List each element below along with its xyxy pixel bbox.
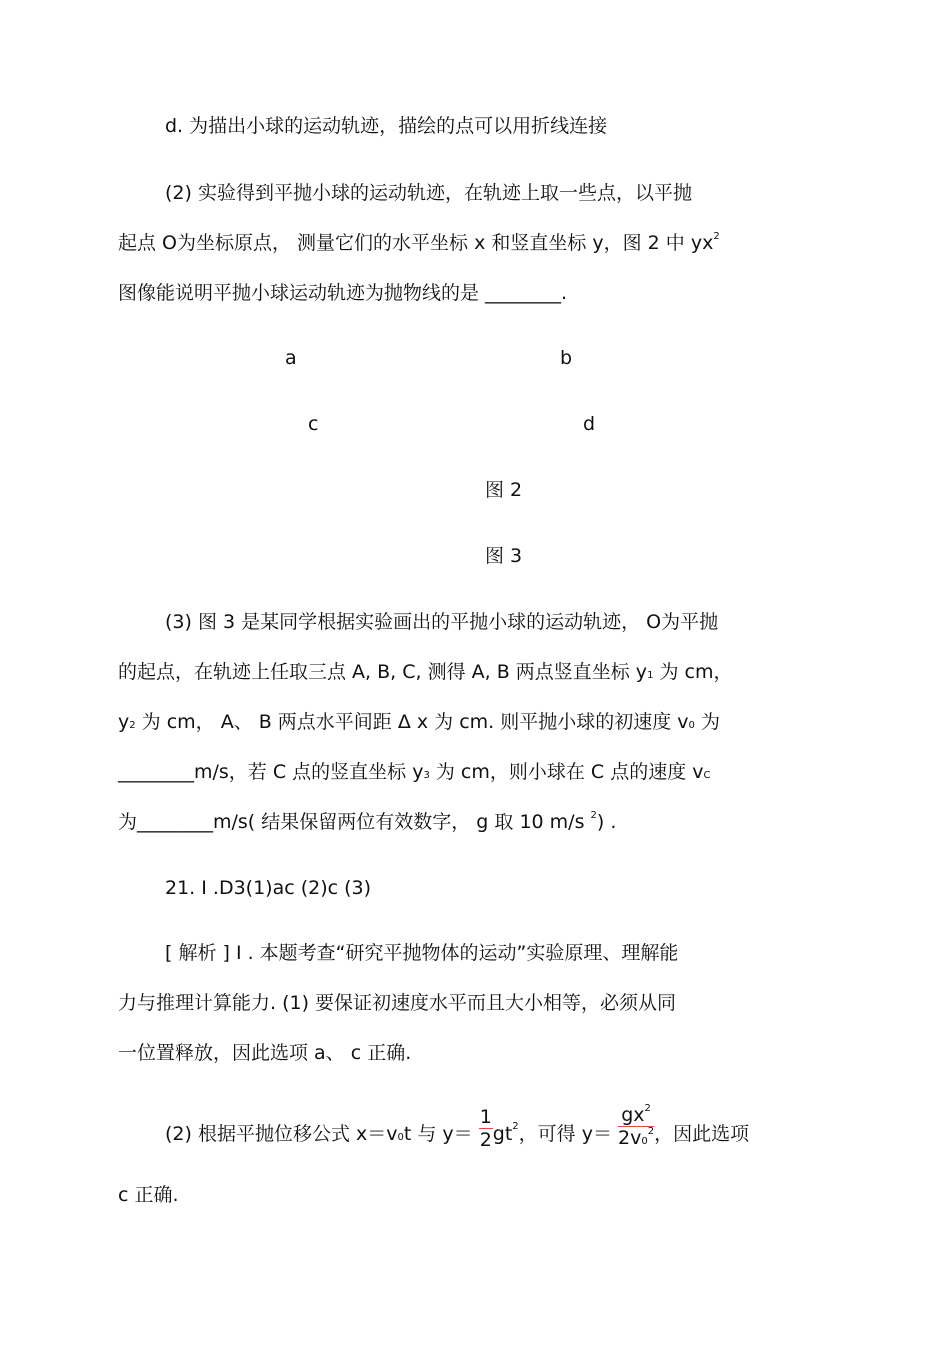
subscript: 0 (641, 1136, 648, 1147)
text-line: 图像能说明平抛小球运动轨迹为抛物线的是 ________. (118, 282, 568, 304)
text-span: (2) 根据平抛位移公式 x＝v (165, 1123, 398, 1145)
text-span: y (118, 711, 130, 733)
text-line (118, 709, 720, 739)
figure-label-c: c (308, 413, 319, 435)
fraction-numerator (618, 1104, 654, 1127)
text-span: ，因此选项 (654, 1123, 750, 1145)
text-span: ，可得 y＝ (518, 1123, 612, 1145)
answer-line: 21. Ⅰ .D3(1)ac (2)c (3) (165, 877, 372, 899)
figure-label-b: b (560, 347, 573, 369)
equation-line (165, 1103, 750, 1161)
text-span: gx (621, 1104, 645, 1126)
text-line (118, 230, 720, 256)
figure-label-d: d (583, 413, 596, 435)
text-span: 为________m/s( 结果保留两位有效数字， g 取 10 m/s (118, 811, 591, 833)
figure-label-a: a (285, 347, 297, 369)
fraction-gx2-over-2v02 (618, 1104, 654, 1153)
text-span: ) . (596, 811, 617, 833)
text-line (118, 759, 710, 789)
fraction-denominator: 2 (479, 1129, 492, 1151)
text-span: 为 cm， (653, 661, 733, 683)
subscript: C (703, 770, 711, 781)
subscript: 0 (688, 720, 695, 731)
text-line: (2) 实验得到平抛小球的运动轨迹，在轨迹上取一些点，以平抛 (165, 182, 692, 204)
figure-caption-2: 图 2 (485, 479, 523, 501)
text-span: gt (492, 1123, 513, 1145)
subscript: 1 (647, 670, 654, 681)
text-line (118, 659, 732, 689)
analysis-line: 一位置释放，因此选项 a、 c 正确. (118, 1042, 412, 1064)
subscript: 2 (129, 720, 136, 731)
subscript: 0 (397, 1132, 404, 1143)
fraction-denominator (618, 1127, 654, 1153)
text-span: 的起点，在轨迹上任取三点 A, B, C, 测得 A, B 两点竖直坐标 y (118, 661, 648, 683)
superscript: 2 (644, 1103, 651, 1114)
text-span: 为 (694, 711, 720, 733)
text-line (118, 809, 616, 835)
superscript: 2 (590, 810, 597, 821)
analysis-line: 力与推理计算能力. (1) 要保证初速度水平而且大小相等，必须从同 (118, 992, 677, 1014)
text-span: ________m/s，若 C 点的竖直坐标 y (118, 761, 424, 783)
fraction-numerator: 1 (479, 1106, 492, 1128)
text-span: 为 cm，则小球在 C 点的速度 v (429, 761, 704, 783)
figure-caption-3: 图 3 (485, 545, 523, 567)
subscript: 3 (423, 770, 430, 781)
superscript: 2 (512, 1121, 519, 1132)
text-span: 为 cm， A、 B 两点水平间距 Δ x 为 cm. 则平抛小球的初速度 v (135, 711, 689, 733)
text-line: c 正确. (118, 1184, 179, 1206)
text-line: (3) 图 3 是某同学根据实验画出的平抛小球的运动轨迹， O为平抛 (165, 611, 719, 633)
text-span: 起点 O为坐标原点， 测量它们的水平坐标 x 和竖直坐标 y，图 2 中 yx (118, 232, 714, 254)
analysis-line: [ 解析 ] Ⅰ . 本题考查“研究平抛物体的运动”实验原理、理解能 (165, 942, 679, 964)
fraction-half (479, 1106, 493, 1151)
superscript: 2 (647, 1126, 655, 1137)
superscript: 2 (713, 231, 720, 242)
text-span: t 与 y＝ (403, 1123, 473, 1145)
text-span: 2v (618, 1127, 642, 1149)
text-line: d. 为描出小球的运动轨迹，描绘的点可以用折线连接 (165, 115, 608, 137)
